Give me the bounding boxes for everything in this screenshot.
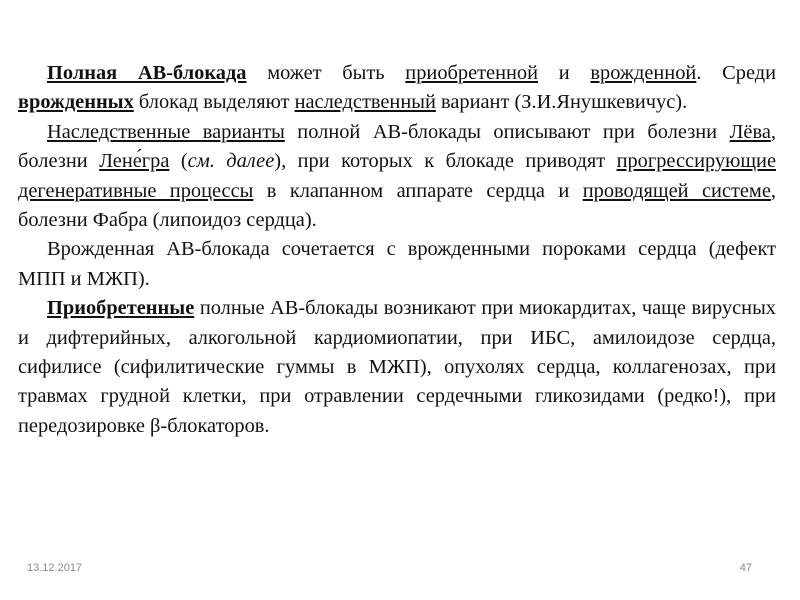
slide-body-text bbox=[18, 59, 776, 441]
text-segment: может быть bbox=[246, 62, 406, 84]
term-conduction-system: проводящей системе bbox=[582, 179, 771, 202]
term-complete-av-block: Полная АВ-блокада bbox=[47, 62, 247, 84]
paragraph-complete-av-block bbox=[18, 59, 776, 118]
term-acquired: приобретенной bbox=[405, 62, 539, 84]
term-hereditary: наследственный bbox=[294, 91, 436, 114]
footer-page-number: 47 bbox=[739, 562, 752, 574]
term-lev-disease: Лёва bbox=[729, 120, 771, 143]
term-lenegre-disease: Лене́гра bbox=[99, 150, 170, 173]
term-hereditary-variants: Наследственные варианты bbox=[47, 120, 285, 143]
see-below-note: см. далее bbox=[187, 150, 275, 173]
text-segment: , болезни bbox=[18, 120, 776, 173]
term-acquired-blocks: Приобретенные bbox=[47, 297, 195, 320]
text-segment: и bbox=[538, 62, 591, 84]
text-segment: вариант (З.И.Янушкевичус). bbox=[435, 91, 688, 114]
text-segment: в клапанном аппарате сердца и bbox=[253, 179, 583, 202]
text-segment: полные АВ-блокады возникают при миокардитах, чаще вирусных и дифтерийных, алкогольной кардиомиопатии, при ИБС, амилоидозе сердца, сифилисе (сифилитические гуммы в МЖП), опухолях сердца, коллагенозах, при травмах грудной клетки, при отравлении сердечными гликозидами (редко!), при передозировке β-блокаторов. bbox=[18, 297, 776, 437]
text-segment: , болезни Фабра (липоидоз сердца). bbox=[18, 179, 776, 232]
text-segment: Врожденная АВ-блокада сочетается с врожденными пороками сердца (дефект МПП и МЖП). bbox=[18, 238, 776, 290]
paragraph-congenital-block bbox=[18, 235, 776, 294]
text-segment: ), при которых к блокаде приводят bbox=[274, 150, 617, 173]
footer-date: 13.12.2017 bbox=[27, 562, 83, 574]
text-segment: . Среди bbox=[696, 62, 777, 84]
term-congenital-blocks: врожденных bbox=[18, 91, 134, 114]
term-congenital: врожденной bbox=[590, 62, 697, 84]
text-segment: ( bbox=[169, 150, 188, 173]
paragraph-hereditary-variants bbox=[18, 118, 776, 236]
term-degenerative-processes: прогрессирующие дегенеративные процессы bbox=[18, 150, 777, 202]
text-segment: полной АВ-блокады описывают при болезни bbox=[284, 120, 730, 143]
paragraph-acquired-blocks bbox=[18, 294, 776, 441]
text-segment: блокад выделяют bbox=[133, 91, 295, 114]
